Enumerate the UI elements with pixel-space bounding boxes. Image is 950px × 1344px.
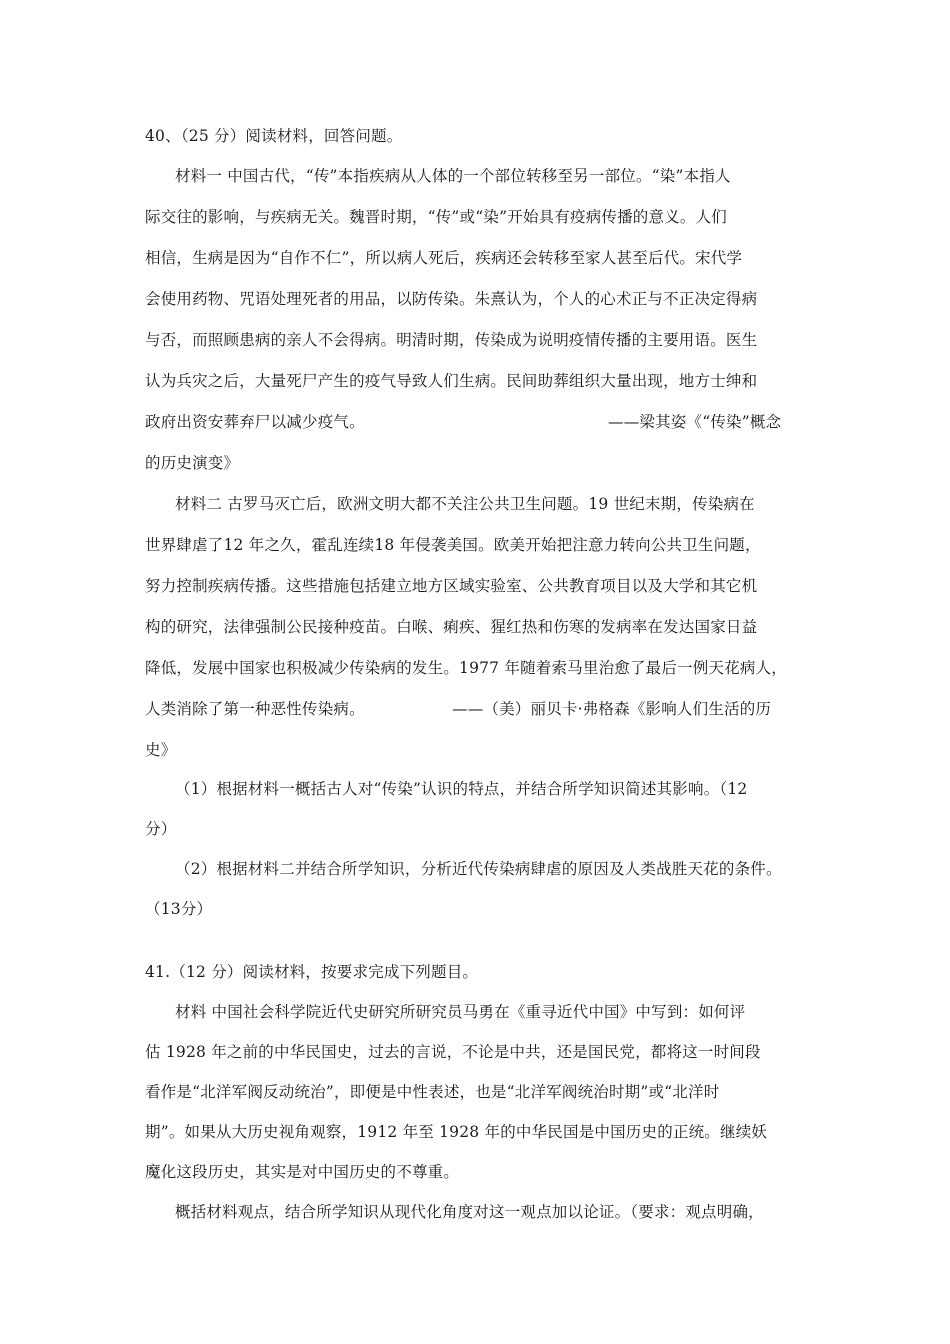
q40-material2-line: 人类消除了第一种恶性传染病。	[145, 700, 365, 718]
q40-heading: 40、（25 分）阅读材料，回答问题。	[145, 127, 403, 145]
q41-task: 概括材料观点，结合所学知识从现代化角度对这一观点加以论证。（要求：观点明确，	[175, 1203, 764, 1221]
q41-material-line: 看作是“北洋军阀反动统治”，即便是中性表述，也是“北洋军阀统治时期”或“北洋时	[145, 1083, 720, 1101]
q40-subquestion-2-cont: （13分）	[145, 900, 213, 918]
q40-material1-line: 相信，生病是因为“自作不仁”，所以病人死后，疾病还会转移至家人甚至后代。宋代学	[145, 249, 743, 267]
q40-material1-line: 际交往的影响，与疾病无关。魏晋时期，“传”或“染”开始具有疫病传播的意义。人们	[145, 208, 727, 226]
q40-material2-source-cont: 史》	[145, 741, 177, 759]
q40-material1-line: 会使用药物、咒语处理死者的用品，以防传染。朱熹认为，个人的心术正与不正决定得病	[145, 290, 758, 308]
q41-material-line: 魔化这段历史，其实是对中国历史的不尊重。	[145, 1163, 460, 1181]
q40-material2-line: 构的研究，法律强制公民接种疫苗。白喉、痢疾、猩红热和伤寒的发病率在发达国家日益	[145, 618, 758, 636]
q40-material2-source: ——（美）丽贝卡·弗格森《影响人们生活的历	[452, 700, 772, 718]
q40-subquestion-1: （1）根据材料一概括古人对“传染”认识的特点，并结合所学知识简述其影响。（12	[175, 780, 748, 798]
q40-material2-line: 世界肆虐了12 年之久，霍乱连续18 年侵袭美国。欧美开始把注意力转向公共卫生问题，	[145, 536, 761, 554]
q40-subquestion-2: （2）根据材料二并结合所学知识，分析近代传染病肆虐的原因及人类战胜天花的条件。	[175, 860, 782, 878]
q40-material2-line: 努力控制疾病传播。这些措施包括建立地方区域实验室、公共教育项目以及大学和其它机	[145, 577, 758, 595]
q40-subquestion-1-cont: 分）	[145, 820, 177, 838]
q41-material-line: 材料 中国社会科学院近代史研究所研究员马勇在《重寻近代中国》中写到：如何评	[175, 1003, 746, 1021]
q40-material2-line: 降低，发展中国家也积极减少传染病的发生。1977 年随着索马里治愈了最后一例天花病人，	[145, 659, 787, 677]
q40-material1-source: ——梁其姿《“传染”概念	[608, 413, 782, 431]
q40-material2-line: 材料二 古罗马灭亡后，欧洲文明大都不关注公共卫生问题。19 世纪末期，传染病在	[175, 495, 755, 513]
q40-material1-line: 认为兵灾之后，大量死尸产生的疫气导致人们生病。民间助葬组织大量出现，地方士绅和	[145, 372, 758, 390]
q40-material1-source-cont: 的历史演变》	[145, 454, 240, 472]
q40-material1-line: 材料一 中国古代，“传”本指疾病从人体的一个部位转移至另一部位。“染”本指人	[175, 167, 731, 185]
q40-material1-line: 政府出资安葬弃尸以减少疫气。	[145, 413, 365, 431]
q41-heading: 41.（12 分）阅读材料，按要求完成下列题目。	[145, 963, 479, 981]
q41-material-line: 期”。如果从大历史视角观察，1912 年至 1928 年的中华民国是中国历史的正统。继续妖	[145, 1123, 768, 1141]
q40-material1-line: 与否，而照顾患病的亲人不会得病。明清时期，传染成为说明疫情传播的主要用语。医生	[145, 331, 758, 349]
q41-material-line: 估 1928 年之前的中华民国史，过去的言说，不论是中共，还是国民党，都将这一时间段	[145, 1043, 761, 1061]
